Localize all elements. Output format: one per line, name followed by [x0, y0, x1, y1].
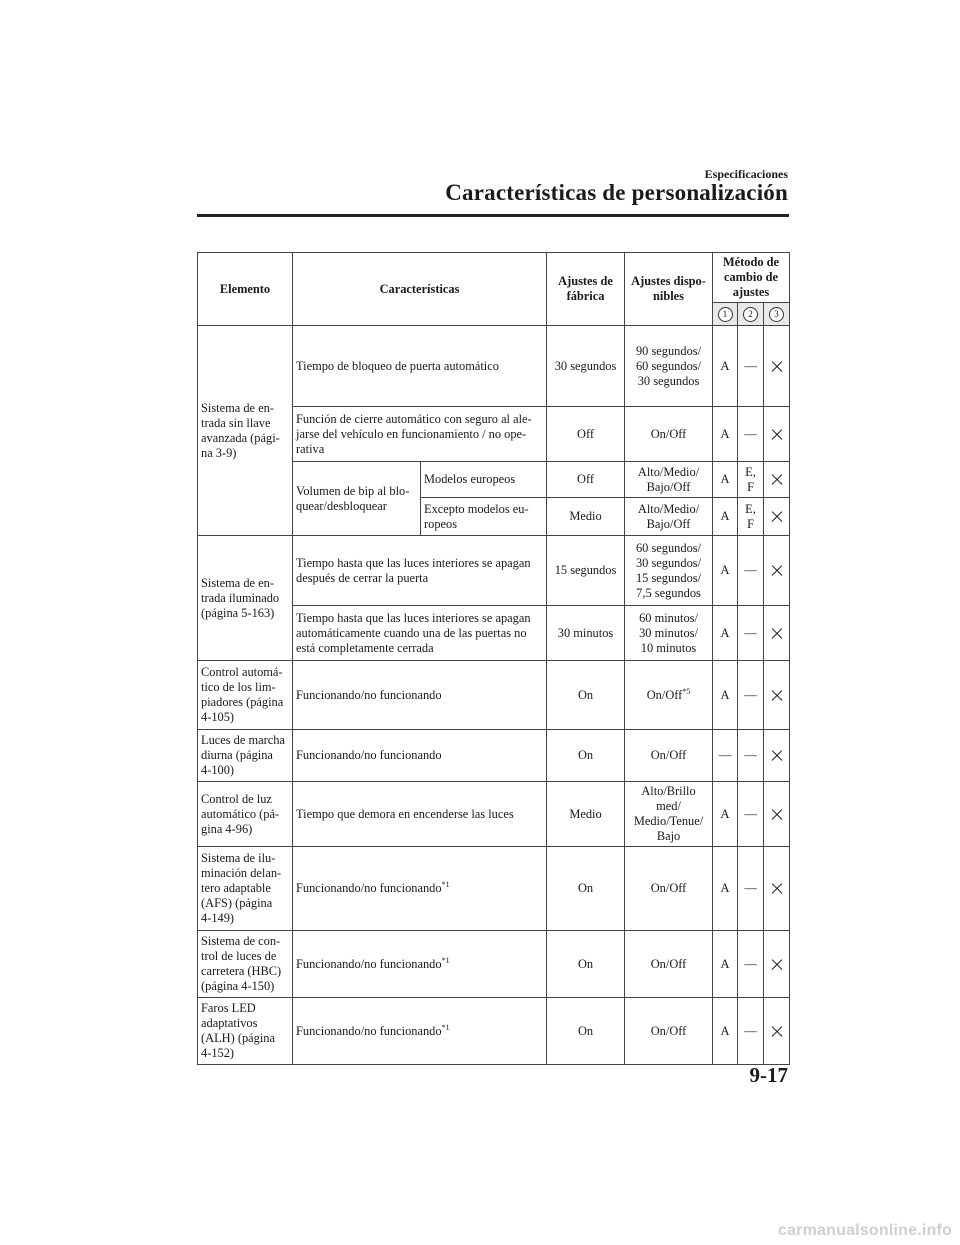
method-2-badge [738, 303, 764, 326]
cell-fabrica: On [547, 847, 625, 931]
cell-method-1: A [713, 606, 738, 661]
cell-fabrica: Medio [547, 498, 625, 536]
x-mark-icon [771, 474, 783, 486]
col-header-caracteristicas: Características [293, 253, 547, 326]
cell-method-2: — [738, 407, 764, 462]
cell-method-2: — [738, 606, 764, 661]
cell-disponibles: On/Off [625, 847, 713, 931]
cell-fabrica: On [547, 730, 625, 782]
cell-method-3 [764, 326, 790, 407]
cell-method-1: A [713, 326, 738, 407]
cell-method-2: E, F [738, 462, 764, 498]
cell-method-3 [764, 730, 790, 782]
table-row [198, 782, 790, 847]
cell-caracteristica: Función de cierre automático con seguro al ale- jarse del vehículo en funcionamiento / no ope- rativa [293, 407, 547, 462]
cell-disponibles: On/Off [625, 931, 713, 998]
table-row [198, 931, 790, 998]
cell-method-3 [764, 931, 790, 998]
cell-elemento: Faros LED adaptativos (ALH) (página 4-152) [198, 998, 293, 1065]
table-header-row [198, 253, 790, 303]
cell-elemento: Sistema de ilu- minación delan- tero adaptable (AFS) (página 4-149) [198, 847, 293, 931]
table-row [198, 730, 790, 782]
table-row [198, 661, 790, 730]
x-mark-icon [771, 883, 783, 895]
cell-elemento: Luces de marcha diurna (página 4-100) [198, 730, 293, 782]
circled-number-1: 1 [718, 307, 733, 322]
cell-method-3 [764, 407, 790, 462]
cell-disponibles: Alto/Medio/ Bajo/Off [625, 462, 713, 498]
cell-method-2: — [738, 661, 764, 730]
footnote-ref: *1 [441, 879, 450, 889]
cell-caracteristica: Tiempo de bloqueo de puerta automático [293, 326, 547, 407]
cell-elemento: Control automá- tico de los lim- piadores (página 4-105) [198, 661, 293, 730]
circled-number-3: 3 [769, 307, 784, 322]
cell-method-1: A [713, 462, 738, 498]
method-1-badge [713, 303, 738, 326]
caracteristica-text: Funcionando/no funcionando [296, 1023, 442, 1038]
cell-elemento: Sistema de en- trada sin llave avanzada (pági- na 3-9) [198, 326, 293, 536]
cell-disponibles: Alto/Medio/ Bajo/Off [625, 498, 713, 536]
cell-fabrica: Off [547, 462, 625, 498]
cell-caracteristica: Volumen de bip al blo- quear/desbloquear [293, 462, 421, 536]
x-mark-icon [771, 429, 783, 441]
x-mark-icon [771, 750, 783, 762]
cell-fabrica: On [547, 931, 625, 998]
cell-method-2: — [738, 782, 764, 847]
cell-method-3 [764, 998, 790, 1065]
cell-caracteristica [293, 998, 547, 1065]
cell-disponibles: On/Off [625, 407, 713, 462]
table-row [198, 847, 790, 931]
cell-method-1: A [713, 998, 738, 1065]
cell-method-1: — [713, 730, 738, 782]
x-mark-icon [771, 628, 783, 640]
method-3-badge [764, 303, 790, 326]
cell-method-3 [764, 498, 790, 536]
cell-method-2: — [738, 931, 764, 998]
circled-number-2: 2 [743, 307, 758, 322]
cell-disponibles: 60 segundos/ 30 segundos/ 15 segundos/ 7,5 segundos [625, 536, 713, 606]
footnote-ref: *5 [682, 686, 691, 696]
cell-fabrica: On [547, 998, 625, 1065]
table-row [198, 998, 790, 1065]
cell-method-1: A [713, 407, 738, 462]
cell-disponibles: 60 minutos/ 30 minutos/ 10 minutos [625, 606, 713, 661]
cell-fabrica: 30 segundos [547, 326, 625, 407]
cell-method-1: A [713, 782, 738, 847]
x-mark-icon [771, 959, 783, 971]
cell-method-3 [764, 661, 790, 730]
cell-method-1: A [713, 498, 738, 536]
x-mark-icon [771, 690, 783, 702]
x-mark-icon [771, 809, 783, 821]
page-title: Características de personalización [445, 180, 788, 205]
footnote-ref: *1 [441, 1022, 450, 1032]
cell-method-1: A [713, 536, 738, 606]
cell-caracteristica: Tiempo hasta que las luces interiores se apagan después de cerrar la puerta [293, 536, 547, 606]
cell-caracteristica [293, 847, 547, 931]
cell-disponibles: On/Off [625, 730, 713, 782]
cell-disponibles: 90 segundos/ 60 segundos/ 30 segundos [625, 326, 713, 407]
cell-method-3 [764, 606, 790, 661]
footnote-ref: *1 [441, 955, 450, 965]
cell-caracteristica: Funcionando/no funcionando [293, 661, 547, 730]
cell-elemento: Sistema de con- trol de luces de carretera (HBC) (página 4-150) [198, 931, 293, 998]
caracteristica-text: Funcionando/no funcionando [296, 956, 442, 971]
cell-caracteristica: Funcionando/no funcionando [293, 730, 547, 782]
section-label: Especificaciones [704, 167, 788, 181]
table-row [198, 536, 790, 606]
table-row [198, 326, 790, 407]
cell-method-2: — [738, 730, 764, 782]
cell-fabrica: On [547, 661, 625, 730]
watermark: carmanualsonline.info [777, 1222, 952, 1239]
cell-elemento: Sistema de en- trada iluminado (página 5-163) [198, 536, 293, 661]
caracteristica-text: Funcionando/no funcionando [296, 881, 442, 895]
cell-method-3 [764, 462, 790, 498]
cell-method-2: — [738, 998, 764, 1065]
cell-subcaracteristica: Modelos europeos [421, 462, 547, 498]
cell-method-2: E, F [738, 498, 764, 536]
cell-disponibles: Alto/Brillo med/ Medio/Tenue/ Bajo [625, 782, 713, 847]
cell-method-2: — [738, 847, 764, 931]
page-number: 9-17 [749, 1063, 788, 1087]
cell-caracteristica [293, 931, 547, 998]
header-rule [197, 214, 789, 217]
col-header-ajustes-disponibles: Ajustes dispo- nibles [625, 253, 713, 326]
cell-method-3 [764, 782, 790, 847]
cell-fabrica: Medio [547, 782, 625, 847]
cell-method-2: — [738, 326, 764, 407]
cell-disponibles: On/Off [625, 998, 713, 1065]
cell-fabrica: 15 segundos [547, 536, 625, 606]
x-mark-icon [771, 361, 783, 373]
customization-table [197, 252, 790, 1065]
cell-method-1: A [713, 661, 738, 730]
cell-disponibles [625, 661, 713, 730]
cell-fabrica: Off [547, 407, 625, 462]
cell-elemento: Control de luz automático (pá- gina 4-96) [198, 782, 293, 847]
col-header-ajustes-fabrica: Ajustes de fábrica [547, 253, 625, 326]
x-mark-icon [771, 511, 783, 523]
cell-caracteristica: Tiempo hasta que las luces interiores se apagan automáticamente cuando una de las puertas no está completamente cerrada [293, 606, 547, 661]
disponibles-value: On/Off [646, 687, 683, 702]
col-header-elemento: Elemento [198, 253, 293, 326]
cell-subcaracteristica: Excepto modelos eu- ropeos [421, 498, 547, 536]
cell-method-3 [764, 847, 790, 931]
x-mark-icon [771, 565, 783, 577]
col-header-metodo: Método de cambio de ajustes [713, 253, 790, 303]
cell-fabrica: 30 minutos [547, 606, 625, 661]
cell-caracteristica: Tiempo que demora en encenderse las luces [293, 782, 547, 847]
cell-method-1: A [713, 931, 738, 998]
x-mark-icon [771, 1026, 783, 1038]
cell-method-2: — [738, 536, 764, 606]
cell-method-3 [764, 536, 790, 606]
cell-method-1: A [713, 847, 738, 931]
